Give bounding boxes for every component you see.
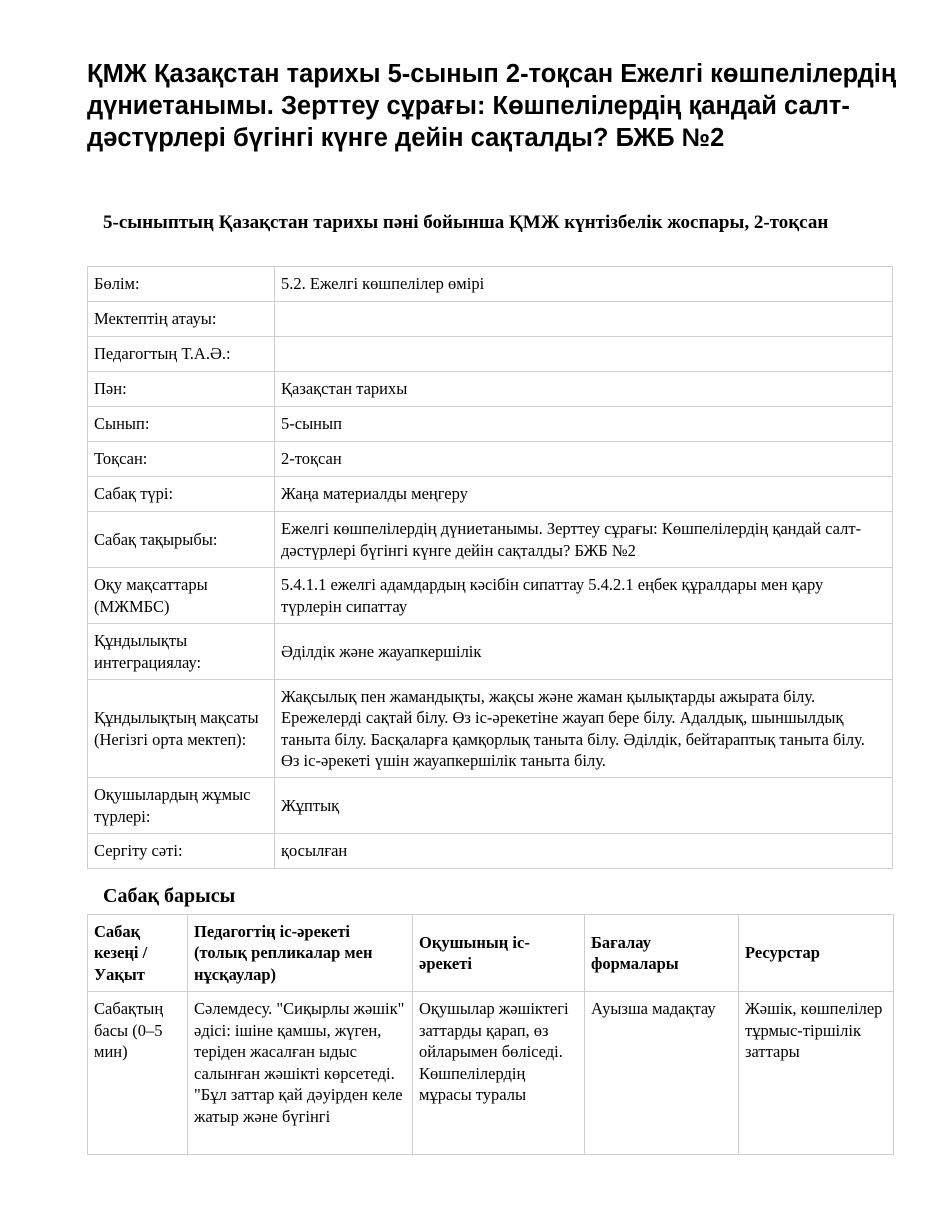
- table-row: [88, 477, 893, 512]
- table-header-row: [88, 915, 894, 992]
- info-label: Құндылықтың мақсаты (Негізгі орта мектеп):: [88, 680, 275, 778]
- info-value: Жұптық: [275, 778, 893, 834]
- plan-subtitle: 5-сыныптың Қазақстан тарихы пәні бойынша ҚМЖ күнтізбелік жоспары, 2-тоқсан: [103, 212, 829, 233]
- table-row: [88, 992, 894, 1155]
- cell-assessment: Ауызша мадақтау: [585, 992, 739, 1155]
- info-label: Оқу мақсаттары (МЖМБС): [88, 568, 275, 624]
- cell-stage: Сабақтың басы (0–5 мин): [88, 992, 188, 1155]
- header-resources: Ресурстар: [739, 915, 894, 992]
- info-label: Сабақ түрі:: [88, 477, 275, 512]
- table-row: [88, 624, 893, 680]
- info-label: Құндылықты интеграциялау:: [88, 624, 275, 680]
- table-row: [88, 680, 893, 778]
- info-value: Ежелгі көшпелілердің дүниетанымы. Зерттеу сұрағы: Көшпелілердің қандай салт-дәстүрлері бүгінгі күнге дейін сақталды? БЖБ №2: [275, 512, 893, 568]
- table-row: [88, 568, 893, 624]
- lesson-flow-title: Сабақ барысы: [103, 885, 236, 907]
- table-row: [88, 372, 893, 407]
- cell-resources: Жәшік, көшпелілер тұрмыс-тіршілік заттары: [739, 992, 894, 1155]
- info-value: Әділдік және жауапкершілік: [275, 624, 893, 680]
- info-value: 5.4.1.1 ежелгі адамдардың кәсібін сипаттау 5.4.2.1 еңбек құралдары мен қару түрлерін сипаттау: [275, 568, 893, 624]
- info-label: Тоқсан:: [88, 442, 275, 477]
- info-value: [275, 337, 893, 372]
- lesson-info-table: [87, 266, 893, 869]
- info-label: Сергіту сәті:: [88, 834, 275, 869]
- info-label: Педагогтың Т.А.Ә.:: [88, 337, 275, 372]
- table-row: [88, 337, 893, 372]
- header-student-activity: Оқушының іс-әрекеті: [413, 915, 585, 992]
- lesson-flow-table: [87, 914, 894, 1155]
- info-label: Сынып:: [88, 407, 275, 442]
- info-value: 5.2. Ежелгі көшпелілер өмірі: [275, 267, 893, 302]
- info-value: Жаңа материалды меңгеру: [275, 477, 893, 512]
- info-value: 5-сынып: [275, 407, 893, 442]
- table-row: [88, 778, 893, 834]
- info-value: [275, 302, 893, 337]
- table-row: [88, 834, 893, 869]
- info-label: Пән:: [88, 372, 275, 407]
- header-stage: Сабақ кезеңі / Уақыт: [88, 915, 188, 992]
- table-row: [88, 302, 893, 337]
- table-row: [88, 267, 893, 302]
- table-row: [88, 442, 893, 477]
- info-label: Оқушылардың жұмыс түрлері:: [88, 778, 275, 834]
- cell-teacher-activity: Сәлемдесу. "Сиқырлы жәшік" әдісі: ішіне қамшы, жүген, теріден жасалған ыдыс салынған жәшікті көрсетеді. "Бұл заттар қай дәуірден келе жатыр және бүгінгі: [188, 992, 413, 1155]
- table-row: [88, 512, 893, 568]
- header-assessment: Бағалау формалары: [585, 915, 739, 992]
- cell-student-activity: Оқушылар жәшіктегі заттарды қарап, өз ойларымен бөліседі. Көшпелілердің мұрасы туралы: [413, 992, 585, 1155]
- info-value: Қазақстан тарихы: [275, 372, 893, 407]
- info-value: қосылған: [275, 834, 893, 869]
- info-value: 2-тоқсан: [275, 442, 893, 477]
- info-value: Жақсылық пен жамандықты, жақсы және жаман қылықтарды ажырата білу. Ережелерді сақтай білу. Өз іс-әрекетіне жауап бере білу. Адалдық, шыншылдық таныта білу. Басқаларға қамқорлық таныта білу. Әділдік, бейтараптық таныта білу. Өз іс-әрекеті үшін жауапкершілік таныта білу.: [275, 680, 893, 778]
- header-teacher-activity: Педагогтің іс-әрекеті (толық репликалар мен нұсқаулар): [188, 915, 413, 992]
- info-label: Бөлім:: [88, 267, 275, 302]
- table-row: [88, 407, 893, 442]
- document-title: ҚМЖ Қазақстан тарихы 5-сынып 2-тоқсан Ежелгі көшпелілердің дүниетанымы. Зерттеу сұрағы: Көшпелілердің қандай салт-дәстүрлері бүгінгі күнге дейін сақталды? БЖБ №2: [87, 60, 897, 152]
- info-label: Сабақ тақырыбы:: [88, 512, 275, 568]
- info-label: Мектептің атауы:: [88, 302, 275, 337]
